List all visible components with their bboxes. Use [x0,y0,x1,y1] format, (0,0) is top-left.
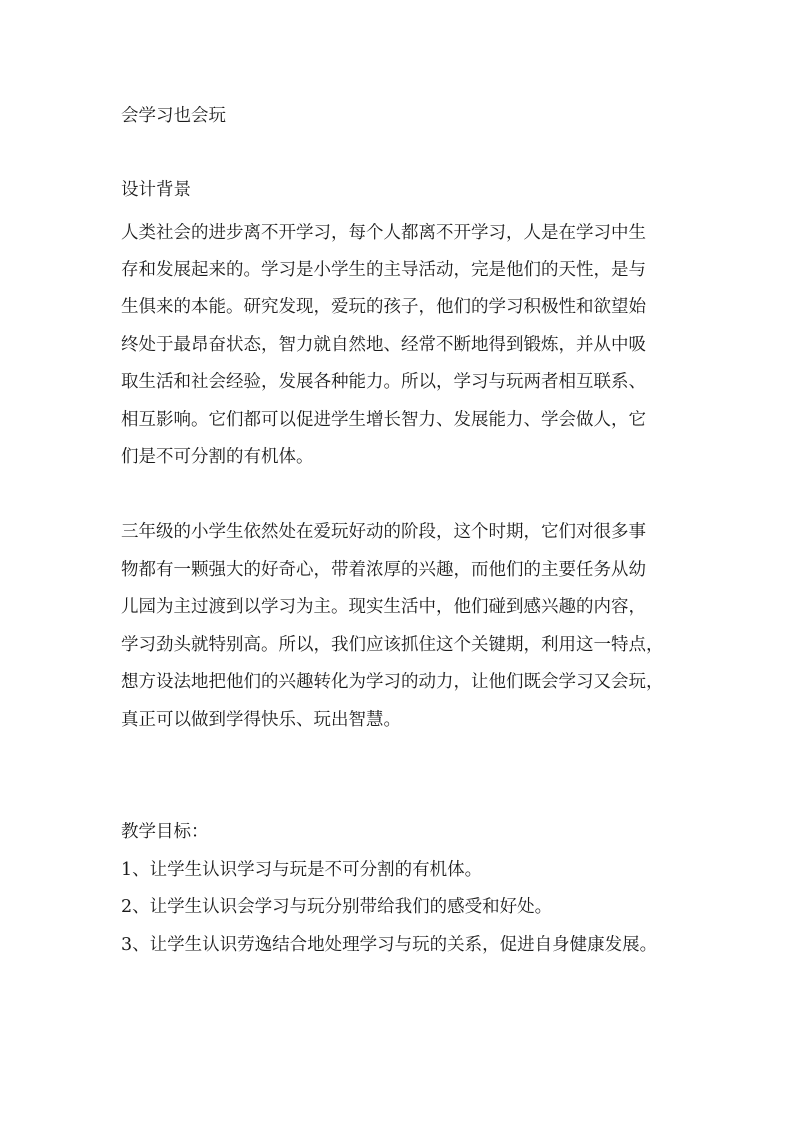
paragraph-line: 相互影响。它们都可以促进学生增长智力、发展能力、学会做人，它 [121,410,646,430]
paragraph-line: 存和发展起来的。学习是小学生的主导活动，完是他们的天性，是与 [121,260,646,280]
list-item: 1、让学生认识学习与玩是不可分割的有机体。 [121,860,483,880]
paragraph-line: 学习劲头就特别高。所以，我们应该抓住这个关键期，利用这一特点， [121,635,664,655]
paragraph-line: 物都有一颗强大的好奇心，带着浓厚的兴趣，而他们的主要任务从幼 [121,560,646,580]
list-item: 2、让学生认识会学习与玩分别带给我们的感受和好处。 [121,897,553,917]
paragraph-line: 真正可以做到学得快乐、玩出智慧。 [121,710,401,730]
paragraph-line: 生俱来的本能。研究发现，爱玩的孩子，他们的学习积极性和欲望始 [121,297,646,317]
paragraph-line: 人类社会的进步离不开学习，每个人都离不开学习，人是在学习中生 [121,223,646,243]
paragraph-line: 终处于最昂奋状态，智力就自然地、经常不断地得到锻炼，并从中吸 [121,335,646,355]
paragraph-line: 三年级的小学生依然处在爱玩好动的阶段，这个时期，它们对很多事 [121,522,646,542]
paragraph-line: 想方设法地把他们的兴趣转化为学习的动力，让他们既会学习又会玩， [121,672,664,692]
list-item: 3、让学生认识劳逸结合地处理学习与玩的关系，促进自身健康发展。 [121,935,658,955]
paragraph-line: 们是不可分割的有机体。 [121,447,314,467]
paragraph-line: 儿园为主过渡到以学习为主。现实生活中，他们碰到感兴趣的内容， [121,597,646,617]
section-heading-objectives: 教学目标： [121,822,209,842]
paragraph-line: 取生活和社会经验，发展各种能力。所以，学习与玩两者相互联系、 [121,372,646,392]
section-heading-background: 设计背景 [121,180,191,200]
document-title: 会学习也会玩 [121,106,226,126]
